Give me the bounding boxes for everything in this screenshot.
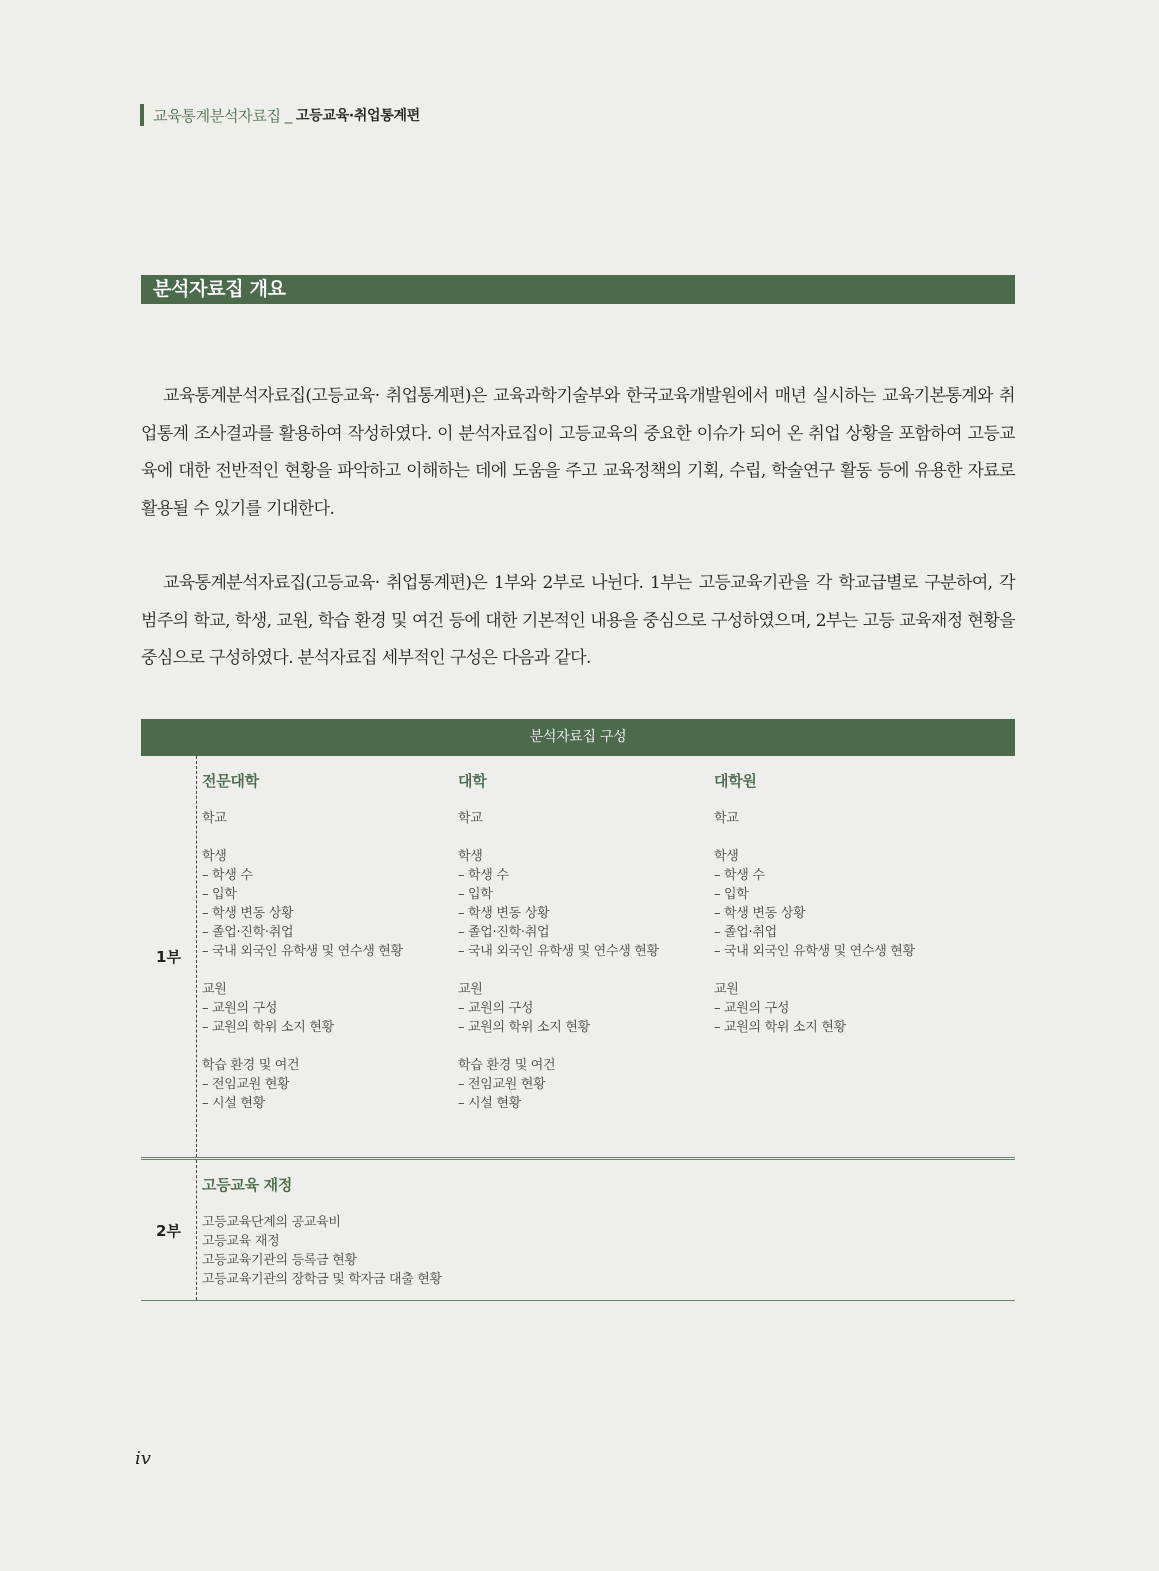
item-group — [202, 809, 458, 828]
item-group — [458, 847, 714, 961]
list-item: – 학생 수 — [714, 868, 765, 883]
list-item: – 입학 — [202, 887, 237, 902]
running-header-title: 교육통계분석자료집 — [153, 106, 281, 125]
list-item: – 국내 외국인 유학생 및 연수생 현황 — [714, 944, 915, 959]
group-heading: 학생 — [202, 849, 227, 864]
list-item: – 입학 — [714, 887, 749, 902]
group-heading: 학습 환경 및 여건 — [458, 1058, 556, 1073]
list-item: – 국내 외국인 유학생 및 연수생 현황 — [202, 944, 403, 959]
list-item: – 학생 수 — [458, 868, 509, 883]
list-item: – 졸업·취업 — [714, 925, 777, 940]
part1-column — [202, 756, 458, 1157]
column-title: 대학원 — [714, 772, 757, 790]
part2-item-list — [202, 1213, 702, 1289]
group-heading: 학습 환경 및 여건 — [202, 1058, 300, 1073]
list-item: – 교원의 학위 소지 현황 — [714, 1020, 846, 1035]
group-heading: 학교 — [714, 811, 739, 826]
running-header-separator: _ — [284, 106, 292, 124]
group-heading: 교원 — [714, 982, 739, 997]
item-group — [458, 809, 714, 828]
running-header-subtitle: 고등교육·취업통계편 — [295, 108, 420, 124]
list-item: – 국내 외국인 유학생 및 연수생 현황 — [458, 944, 659, 959]
list-item: – 교원의 구성 — [202, 1001, 278, 1016]
part2-columns — [197, 1160, 1015, 1300]
list-item: – 교원의 학위 소지 현황 — [202, 1020, 334, 1035]
part1-columns — [197, 756, 1015, 1157]
page-number: iv — [135, 1448, 151, 1469]
group-heading: 학교 — [202, 811, 227, 826]
part1-column — [458, 756, 714, 1157]
list-item: – 입학 — [458, 887, 493, 902]
list-item: – 교원의 구성 — [714, 1001, 790, 1016]
list-item: 고등교육단계의 공교육비 — [202, 1215, 341, 1230]
structure-table — [141, 719, 1015, 1301]
list-item: – 교원의 구성 — [458, 1001, 534, 1016]
item-group — [714, 847, 970, 961]
list-item: – 학생 변동 상황 — [714, 906, 806, 921]
list-item: 고등교육기관의 등록금 현황 — [202, 1253, 357, 1268]
list-item: – 학생 수 — [202, 868, 253, 883]
part1-column — [714, 756, 970, 1157]
item-group — [458, 1056, 714, 1113]
item-group — [714, 809, 970, 828]
part2-row — [141, 1160, 1015, 1301]
section-title: 분석자료집 개요 — [141, 275, 1015, 304]
group-heading: 교원 — [202, 982, 227, 997]
list-item: – 시설 현황 — [202, 1096, 265, 1111]
column-title: 전문대학 — [202, 772, 259, 790]
list-item: – 졸업·진학·취업 — [458, 925, 550, 940]
part2-label: 2부 — [141, 1160, 197, 1300]
list-item: – 교원의 학위 소지 현황 — [458, 1020, 590, 1035]
group-heading: 학생 — [714, 849, 739, 864]
part1-row — [141, 756, 1015, 1160]
item-group — [458, 980, 714, 1037]
list-item: 고등교육기관의 장학금 및 학자금 대출 현황 — [202, 1272, 442, 1287]
item-group — [202, 980, 458, 1037]
group-heading: 학생 — [458, 849, 483, 864]
part2-column — [202, 1160, 702, 1300]
list-item: – 학생 변동 상황 — [202, 906, 294, 921]
overview-paragraph-1: 교육통계분석자료집(고등교육· 취업통계편)은 교육과학기술부와 한국교육개발원에서 매년 실시하는 교육기본통계와 취업통계 조사결과를 활용하여 작성하였다. 이 분석자료집이 고등교육의 중요한 이슈가 되어 온 취업 상황을 포함하여 고등교육에 대한 전반적인 현황을 파악하고 이해하는 데에 도움을 주고 교육정책의 기획, 수립, 학술연구 활동 등에 유용한 자료로 활용될 수 있기를 기대한다. — [141, 386, 1015, 519]
part1-label: 1부 — [141, 756, 197, 1157]
list-item: – 전임교원 현황 — [458, 1077, 546, 1092]
item-group — [202, 1056, 458, 1113]
running-header — [140, 104, 420, 126]
group-heading: 교원 — [458, 982, 483, 997]
item-group — [714, 980, 970, 1037]
list-item: – 시설 현황 — [458, 1096, 521, 1111]
table-header: 분석자료집 구성 — [141, 719, 1015, 756]
list-item: 고등교육 재정 — [202, 1234, 280, 1249]
overview-paragraph-2: 교육통계분석자료집(고등교육· 취업통계편)은 1부와 2부로 나뉜다. 1부는 고등교육기관을 각 학교급별로 구분하여, 각 범주의 학교, 학생, 교원, 학습 환경 및 여건 등에 대한 기본적인 내용을 중심으로 구성하였으며, 2부는 고등 교육재정 현황을 중심으로 구성하였다. 분석자료집 세부적인 구성은 다음과 같다. — [141, 573, 1015, 668]
group-heading: 학교 — [458, 811, 483, 826]
list-item: – 전임교원 현황 — [202, 1077, 290, 1092]
list-item: – 학생 변동 상황 — [458, 906, 550, 921]
part2-title: 고등교육 재정 — [202, 1176, 293, 1194]
list-item: – 졸업·진학·취업 — [202, 925, 294, 940]
item-group — [202, 847, 458, 961]
column-title: 대학 — [458, 772, 487, 790]
